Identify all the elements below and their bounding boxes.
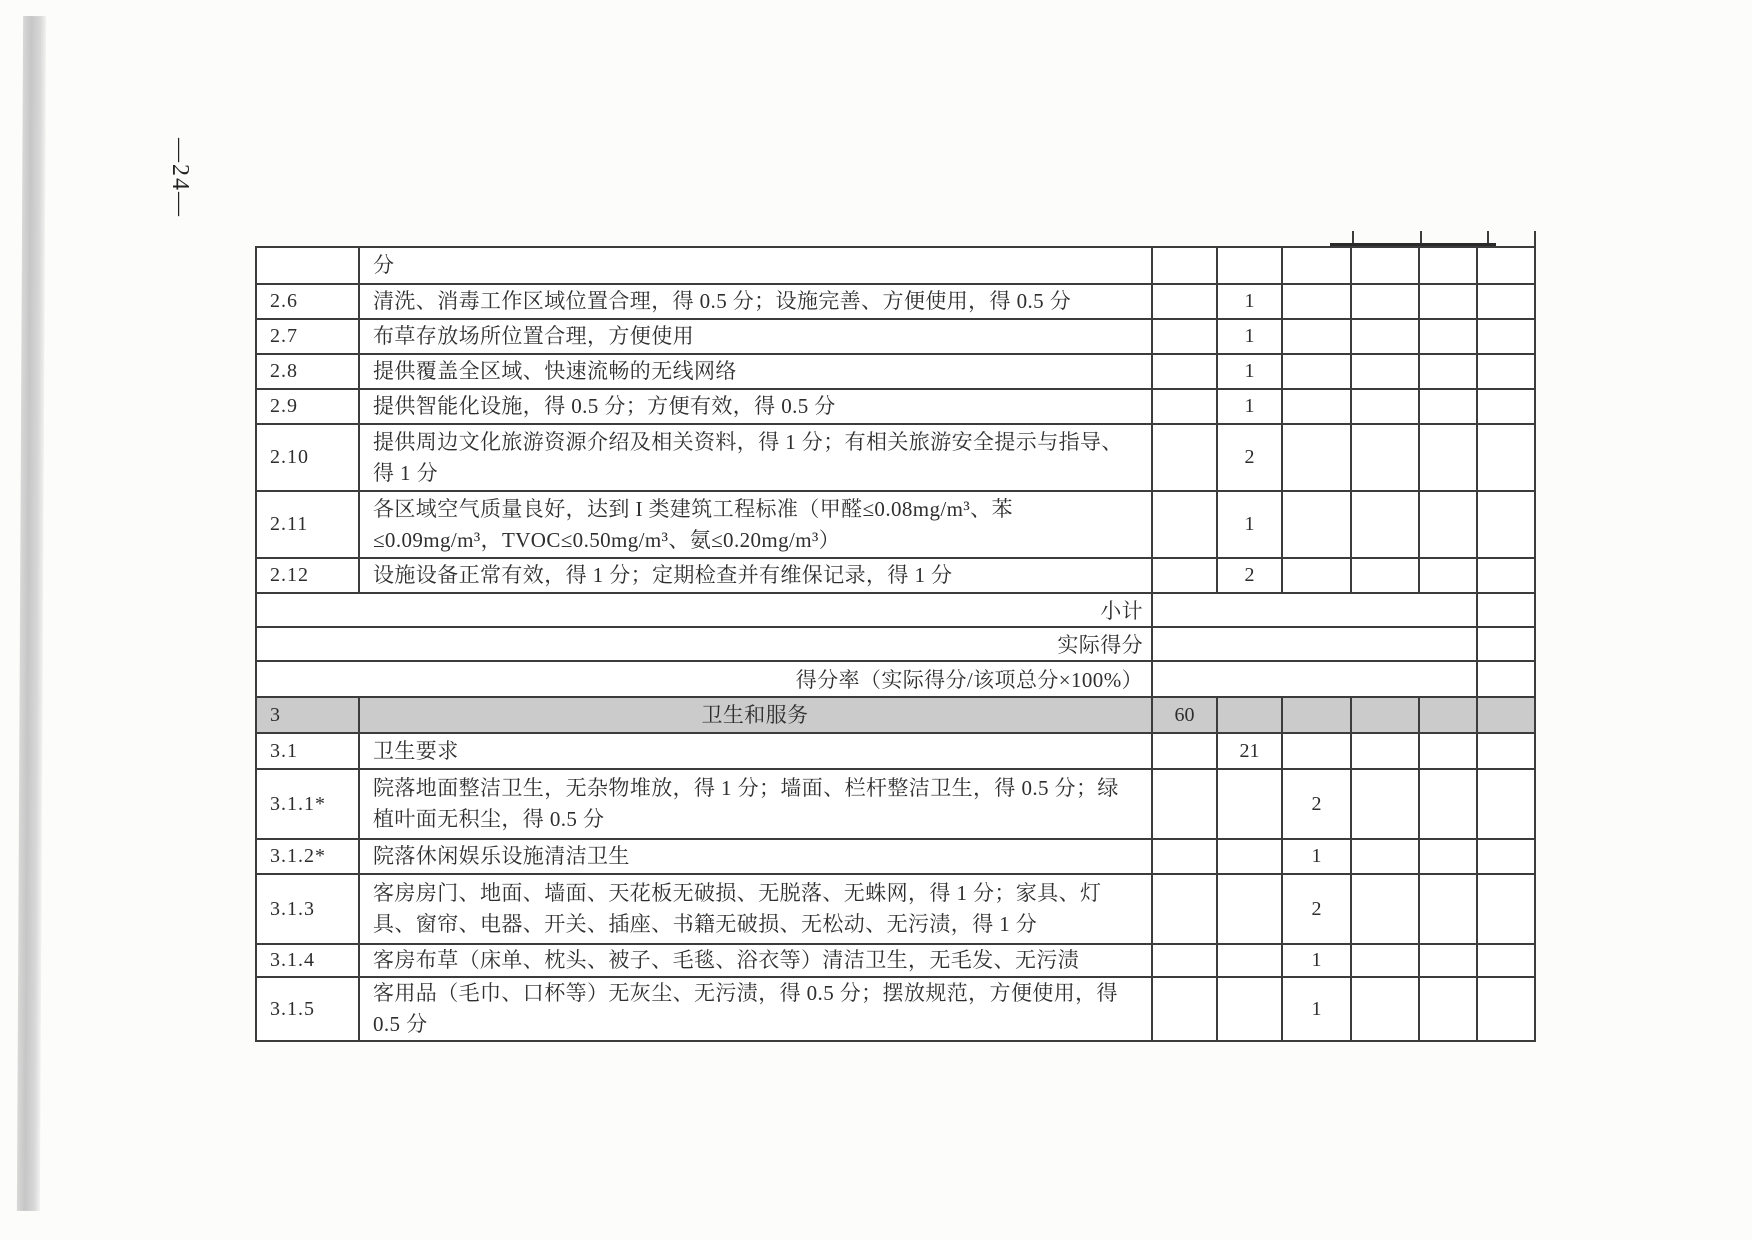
empty-cell xyxy=(1352,698,1420,732)
desc-cell: 各区域空气质量良好，达到 I 类建筑工程标准（甲醛≤0.08mg/m³、苯≤0.09mg/m³，TVOC≤0.50mg/m³、氨≤0.20mg/m³） xyxy=(360,492,1153,557)
empty-cell xyxy=(1478,425,1534,490)
empty-cell xyxy=(1352,840,1420,873)
empty-cell xyxy=(1153,662,1478,696)
empty-cell xyxy=(1283,248,1352,283)
rating-table xyxy=(255,246,1536,1042)
empty-cell xyxy=(1283,734,1352,768)
empty-cell xyxy=(1420,770,1478,838)
item-no-cell: 2.10 xyxy=(257,425,360,490)
desc-cell: 院落休闲娱乐设施清洁卫生 xyxy=(360,840,1153,873)
score-cell: 1 xyxy=(1283,840,1352,873)
empty-cell xyxy=(1153,425,1218,490)
empty-cell xyxy=(1478,628,1534,660)
subtotal-score-cell: 21 xyxy=(1218,734,1283,768)
empty-cell xyxy=(1153,875,1218,943)
score-cell: 1 xyxy=(1283,945,1352,976)
score-cell: 1 xyxy=(1218,355,1283,388)
desc-cell: 院落地面整洁卫生，无杂物堆放，得 1 分；墙面、栏杆整洁卫生，得 0.5 分；绿植叶面无积尘，得 0.5 分 xyxy=(360,770,1153,838)
empty-cell xyxy=(1420,492,1478,557)
empty-cell xyxy=(1478,978,1534,1040)
desc-cell: 布草存放场所位置合理，方便使用 xyxy=(360,320,1153,353)
item-no-cell: 3.1.1* xyxy=(257,770,360,838)
empty-cell xyxy=(1478,559,1534,592)
empty-cell xyxy=(1283,320,1352,353)
empty-cell xyxy=(1218,698,1283,732)
empty-cell xyxy=(1153,628,1478,660)
empty-cell xyxy=(1283,355,1352,388)
table-row-3-1-5 xyxy=(257,978,1534,1040)
empty-cell xyxy=(1478,840,1534,873)
empty-cell xyxy=(1283,390,1352,423)
table-row-2-10 xyxy=(257,425,1534,492)
empty-cell xyxy=(1420,355,1478,388)
score-cell: 1 xyxy=(1218,285,1283,318)
empty-cell xyxy=(1352,492,1420,557)
empty-cell xyxy=(1153,840,1218,873)
table-row-3-1-1 xyxy=(257,770,1534,840)
item-no-cell: 3.1.2* xyxy=(257,840,360,873)
empty-cell xyxy=(1420,285,1478,318)
empty-cell xyxy=(1420,390,1478,423)
scan-binding-strip xyxy=(17,16,46,1211)
empty-cell xyxy=(1352,945,1420,976)
empty-cell xyxy=(1153,559,1218,592)
empty-cell xyxy=(1153,594,1478,626)
empty-cell xyxy=(1352,320,1420,353)
item-no-cell: 2.6 xyxy=(257,285,360,318)
desc-cell: 客房房门、地面、墙面、天花板无破损、无脱落、无蛛网，得 1 分；家具、灯具、窗帘、电器、开关、插座、书籍无破损、无松动、无污渍，得 1 分 xyxy=(360,875,1153,943)
empty-cell xyxy=(1420,248,1478,283)
empty-cell xyxy=(1352,559,1420,592)
empty-cell xyxy=(1478,662,1534,696)
section-total-cell: 60 xyxy=(1153,698,1218,732)
table-row-carryover xyxy=(257,248,1534,285)
score-cell: 1 xyxy=(1283,978,1352,1040)
table-row-3-1 xyxy=(257,734,1534,770)
empty-cell xyxy=(1478,248,1534,283)
table-row-2-12 xyxy=(257,559,1534,594)
empty-cell xyxy=(1153,770,1218,838)
item-no-cell: 2.9 xyxy=(257,390,360,423)
section-no-cell: 3 xyxy=(257,698,360,732)
empty-cell xyxy=(1478,734,1534,768)
empty-cell xyxy=(1478,390,1534,423)
desc-cell: 客房布草（床单、枕头、被子、毛毯、浴衣等）清洁卫生，无毛发、无污渍 xyxy=(360,945,1153,976)
item-no-cell: 3.1.3 xyxy=(257,875,360,943)
empty-cell xyxy=(1153,248,1218,283)
item-no-cell xyxy=(257,248,360,283)
desc-cell: 卫生要求 xyxy=(360,734,1153,768)
item-no-cell: 3.1.4 xyxy=(257,945,360,976)
empty-cell xyxy=(1478,875,1534,943)
table-row-2-8 xyxy=(257,355,1534,390)
empty-cell xyxy=(1153,390,1218,423)
empty-cell xyxy=(1352,355,1420,388)
page-number: —24— xyxy=(167,138,193,218)
empty-cell xyxy=(1218,978,1283,1040)
empty-cell xyxy=(1352,770,1420,838)
empty-cell xyxy=(1352,734,1420,768)
desc-cell: 清洗、消毒工作区域位置合理，得 0.5 分；设施完善、方便使用，得 0.5 分 xyxy=(360,285,1153,318)
empty-cell xyxy=(1420,559,1478,592)
empty-cell xyxy=(1153,285,1218,318)
item-no-cell: 3.1 xyxy=(257,734,360,768)
desc-cell: 客用品（毛巾、口杯等）无灰尘、无污渍，得 0.5 分；摆放规范，方便使用，得 0.5 分 xyxy=(360,978,1153,1040)
empty-cell xyxy=(1478,594,1534,626)
desc-cell: 提供周边文化旅游资源介绍及相关资料，得 1 分；有相关旅游安全提示与指导、得 1 分 xyxy=(360,425,1153,490)
empty-cell xyxy=(1478,945,1534,976)
empty-cell xyxy=(1153,978,1218,1040)
empty-cell xyxy=(1283,559,1352,592)
empty-cell xyxy=(1478,285,1534,318)
empty-cell xyxy=(1420,840,1478,873)
empty-cell xyxy=(1153,945,1218,976)
item-no-cell: 2.7 xyxy=(257,320,360,353)
item-no-cell: 3.1.5 xyxy=(257,978,360,1040)
empty-cell xyxy=(1352,978,1420,1040)
table-row-2-11 xyxy=(257,492,1534,559)
score-cell: 1 xyxy=(1218,390,1283,423)
table-row-2-7 xyxy=(257,320,1534,355)
table-row-subtotal xyxy=(257,594,1534,628)
score-cell: 2 xyxy=(1283,875,1352,943)
table-row-3-1-4 xyxy=(257,945,1534,978)
empty-cell xyxy=(1420,320,1478,353)
empty-cell xyxy=(1153,355,1218,388)
summary-label-cell: 小计 xyxy=(257,594,1153,626)
section-title-cell: 卫生和服务 xyxy=(360,698,1153,732)
desc-cell: 提供覆盖全区域、快速流畅的无线网络 xyxy=(360,355,1153,388)
empty-cell xyxy=(1283,285,1352,318)
table-row-section-3 xyxy=(257,698,1534,734)
empty-cell xyxy=(1352,285,1420,318)
table-row-3-1-3 xyxy=(257,875,1534,945)
empty-cell xyxy=(1420,875,1478,943)
empty-cell xyxy=(1218,248,1283,283)
empty-cell xyxy=(1218,875,1283,943)
item-no-cell: 2.12 xyxy=(257,559,360,592)
empty-cell xyxy=(1283,698,1352,732)
item-no-cell: 2.11 xyxy=(257,492,360,557)
summary-label-cell: 得分率（实际得分/该项总分×100%） xyxy=(257,662,1153,696)
empty-cell xyxy=(1478,698,1534,732)
empty-cell xyxy=(1478,770,1534,838)
score-cell: 1 xyxy=(1218,320,1283,353)
empty-cell xyxy=(1283,425,1352,490)
empty-cell xyxy=(1478,355,1534,388)
desc-cell: 分 xyxy=(360,248,1153,283)
table-row-actual-score xyxy=(257,628,1534,662)
table-row-2-6 xyxy=(257,285,1534,320)
score-cell: 2 xyxy=(1218,425,1283,490)
item-no-cell: 2.8 xyxy=(257,355,360,388)
empty-cell xyxy=(1218,840,1283,873)
summary-label-cell: 实际得分 xyxy=(257,628,1153,660)
empty-cell xyxy=(1352,248,1420,283)
table-row-3-1-2 xyxy=(257,840,1534,875)
score-cell: 2 xyxy=(1283,770,1352,838)
score-cell: 2 xyxy=(1218,559,1283,592)
table-row-score-rate xyxy=(257,662,1534,698)
empty-cell xyxy=(1153,492,1218,557)
score-cell: 1 xyxy=(1218,492,1283,557)
empty-cell xyxy=(1478,492,1534,557)
empty-cell xyxy=(1352,875,1420,943)
empty-cell xyxy=(1153,734,1218,768)
scan-artifact-line xyxy=(1534,231,1536,247)
table-row-2-9 xyxy=(257,390,1534,425)
empty-cell xyxy=(1218,770,1283,838)
empty-cell xyxy=(1420,945,1478,976)
desc-cell: 提供智能化设施，得 0.5 分；方便有效，得 0.5 分 xyxy=(360,390,1153,423)
empty-cell xyxy=(1420,978,1478,1040)
empty-cell xyxy=(1420,734,1478,768)
empty-cell xyxy=(1283,492,1352,557)
desc-cell: 设施设备正常有效，得 1 分；定期检查并有维保记录，得 1 分 xyxy=(360,559,1153,592)
empty-cell xyxy=(1153,320,1218,353)
empty-cell xyxy=(1420,425,1478,490)
empty-cell xyxy=(1352,390,1420,423)
empty-cell xyxy=(1420,698,1478,732)
empty-cell xyxy=(1478,320,1534,353)
empty-cell xyxy=(1352,425,1420,490)
empty-cell xyxy=(1218,945,1283,976)
